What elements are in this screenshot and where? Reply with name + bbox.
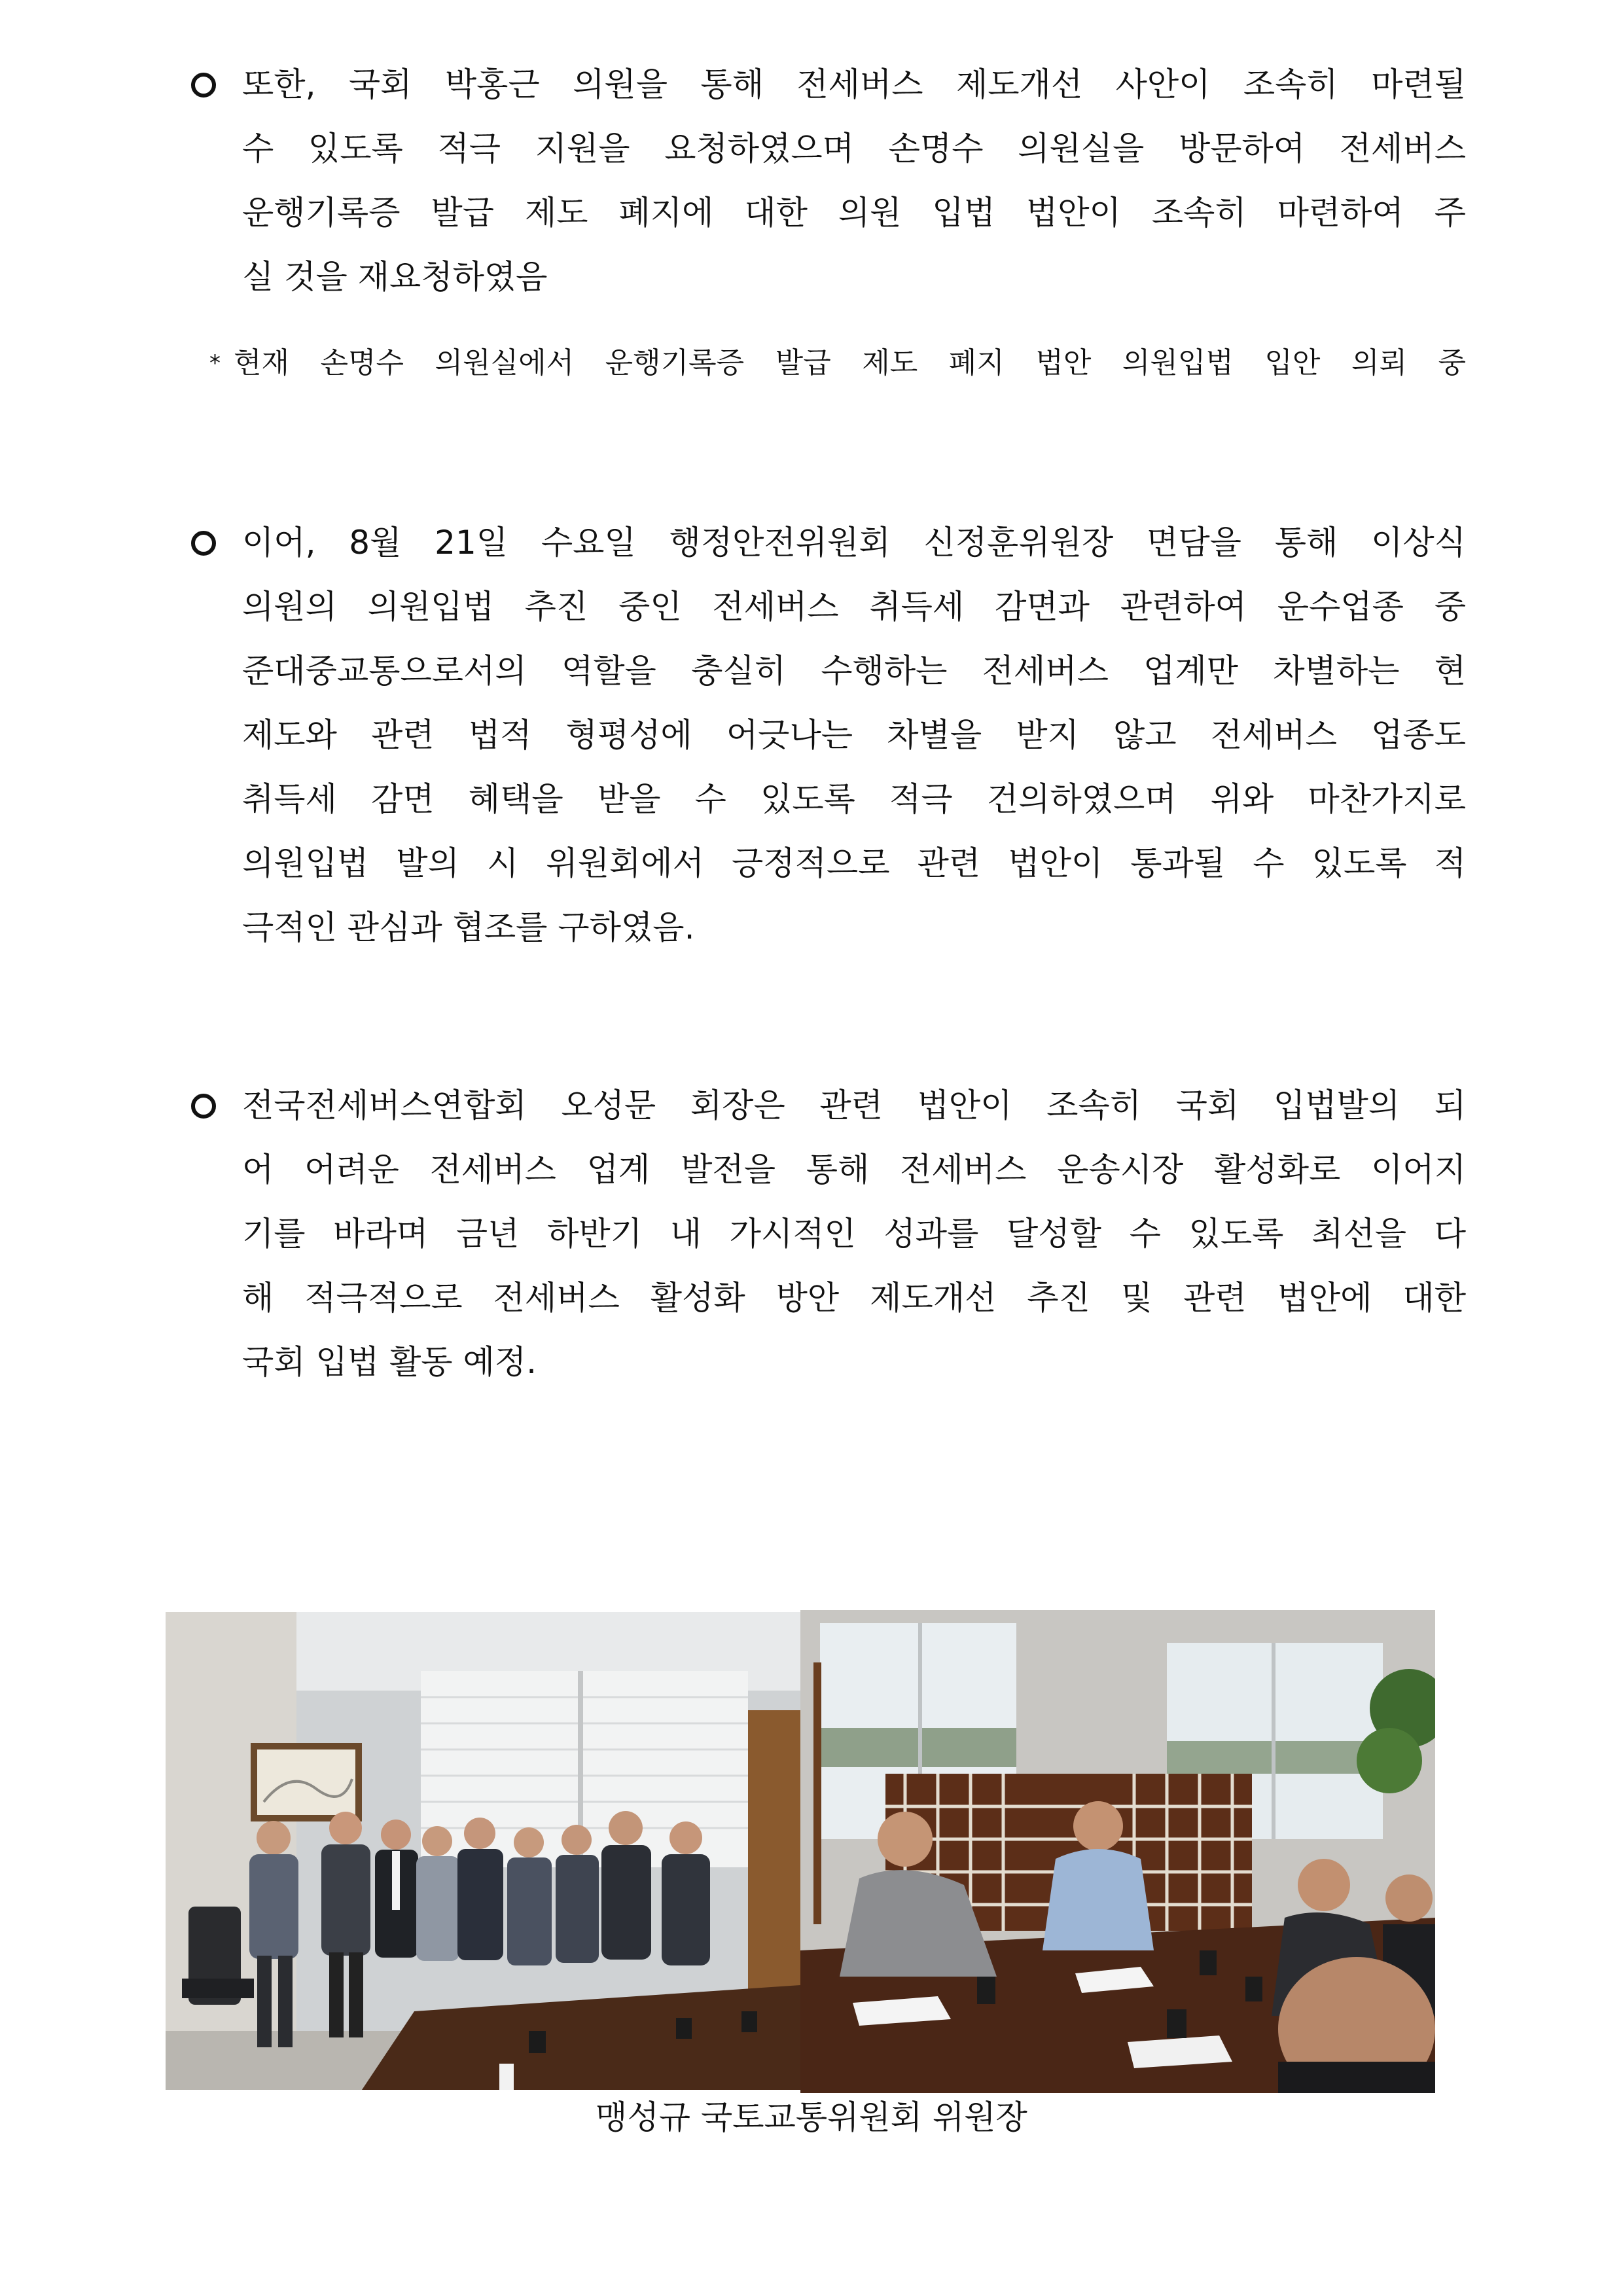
paragraph-line: 극적인 관심과 협조를 구하였음. — [242, 908, 695, 946]
paragraph-line: 국회 입법 활동 예정. — [242, 1343, 537, 1381]
paragraph-line: 의원입법 발의 시 위원회에서 긍정적으로 관련 법안이 통과될 수 있도록 적 — [242, 844, 1466, 882]
group-photo-left — [166, 1612, 800, 2090]
paragraph-1 — [190, 52, 1466, 309]
paragraph-line: 실 것을 재요청하였음 — [242, 258, 548, 296]
paragraph-3 — [190, 1073, 1466, 1394]
footnote-marker: * — [209, 350, 221, 376]
circle-bullet-icon — [190, 511, 229, 575]
paragraph-line-text: 이어, 8월 21일 수요일 행정안전위원회 신정훈위원장 면담을 통해 이상식 — [242, 524, 1466, 562]
paragraph-line: 수 있도록 적극 지원을 요청하였으며 손명수 의원실을 방문하여 전세버스 — [242, 130, 1466, 168]
paragraph-line: 어 어려운 전세버스 업계 발전을 통해 전세버스 운송시장 활성화로 이어지 — [242, 1151, 1466, 1189]
footnote-text: 현재 손명수 의원실에서 운행기록증 발급 제도 폐지 법안 의원입법 입안 의뢰 중 — [234, 346, 1466, 380]
circle-bullet-icon — [190, 52, 229, 117]
paragraph-line: 취득세 감면 혜택을 받을 수 있도록 적극 건의하였으며 위와 마찬가지로 — [242, 780, 1466, 818]
footnote — [209, 337, 1466, 389]
paragraph-line — [190, 511, 1466, 575]
paragraph-line — [190, 52, 1466, 117]
circle-bullet-icon — [190, 1073, 229, 1138]
photo-caption: 맹성규 국토교통위원회 위원장 — [596, 2098, 1027, 2136]
paragraph-line — [190, 1073, 1466, 1138]
paragraph-line-text: 전국전세버스연합회 오성문 회장은 관련 법안이 조속히 국회 입법발의 되 — [242, 1086, 1466, 1124]
paragraph-line: 의원의 의원입법 추진 중인 전세버스 취득세 감면과 관련하여 운수업종 중 — [242, 588, 1466, 626]
paragraph-2 — [190, 511, 1466, 960]
paragraph-line: 제도와 관련 법적 형평성에 어긋나는 차별을 받지 않고 전세버스 업종도 — [242, 716, 1466, 754]
paragraph-line: 운행기록증 발급 제도 폐지에 대한 의원 입법 법안이 조속히 마련하여 주 — [242, 194, 1466, 232]
paragraph-line: 해 적극적으로 전세버스 활성화 방안 제도개선 추진 및 관련 법안에 대한 — [242, 1279, 1466, 1317]
paragraph-line: 기를 바라며 금년 하반기 내 가시적인 성과를 달성할 수 있도록 최선을 다 — [242, 1215, 1466, 1253]
meeting-photo-right — [800, 1610, 1435, 2093]
paragraph-line-text: 또한, 국회 박홍근 의원을 통해 전세버스 제도개선 사안이 조속히 마련될 — [242, 65, 1466, 103]
paragraph-line: 준대중교통으로서의 역할을 충실히 수행하는 전세버스 업계만 차별하는 현 — [242, 652, 1466, 690]
